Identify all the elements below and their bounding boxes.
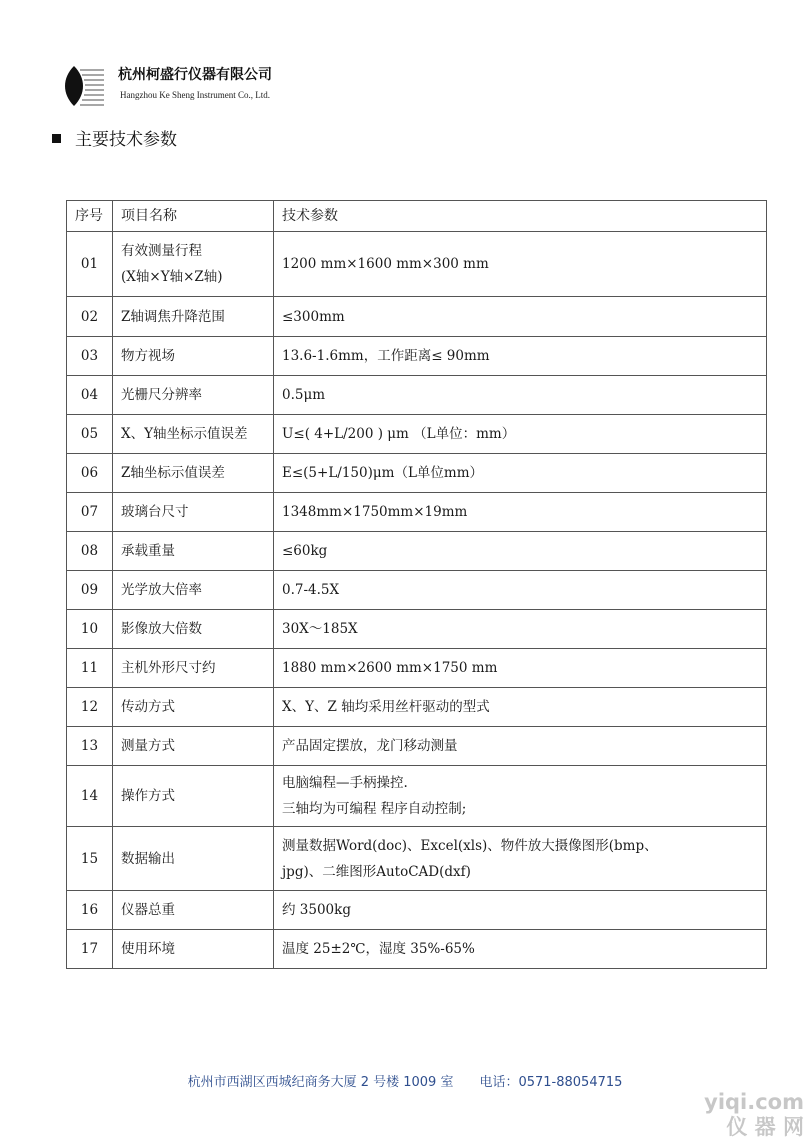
item-value-cell: [274, 571, 767, 610]
table-row: [67, 493, 767, 532]
item-name: 玻璃台尺寸: [121, 504, 189, 520]
table-row: [67, 532, 767, 571]
watermark-line2: 仪 器 网: [726, 1115, 804, 1139]
item-name: 主机外形尺寸约: [121, 660, 216, 676]
item-name-cell: [113, 827, 274, 891]
item-name: 操作方式: [121, 788, 175, 804]
item-value-cell: [274, 891, 767, 930]
section-title: [52, 125, 177, 150]
item-value-cell: [274, 337, 767, 376]
watermark: [704, 1090, 804, 1140]
square-bullet-icon: [52, 134, 61, 143]
item-name: 承载重量: [121, 543, 175, 559]
table-row: [67, 727, 767, 766]
section-title-text: 主要技术参数: [75, 130, 177, 150]
row-number: 07: [67, 493, 113, 532]
item-name-cell: [113, 571, 274, 610]
item-name-cell: [113, 454, 274, 493]
item-value: 电脑编程—手柄操控.: [282, 775, 408, 791]
item-value: 产品固定摆放，龙门移动测量: [282, 738, 458, 754]
item-value: ≤300mm: [282, 308, 345, 325]
row-number: 11: [67, 649, 113, 688]
item-name-cell: [113, 376, 274, 415]
item-value: 1880 mm×2600 mm×1750 mm: [282, 660, 498, 676]
item-value-cell: [274, 766, 767, 827]
header-value: 技术参数: [274, 201, 767, 232]
table-row: [67, 454, 767, 493]
row-number: 06: [67, 454, 113, 493]
footer-address: 杭州市西湖区西城纪商务大厦 2 号楼 1009 室: [187, 1075, 454, 1090]
item-name: 仪器总重: [121, 902, 175, 918]
item-name-cell: [113, 891, 274, 930]
table-row: [67, 688, 767, 727]
item-value: ≤60kg: [282, 543, 328, 559]
table-row: [67, 610, 767, 649]
item-value: 0.5μm: [282, 387, 326, 403]
table-row: [67, 232, 767, 297]
item-name: 影像放大倍数: [121, 621, 202, 637]
row-number: 04: [67, 376, 113, 415]
header-no: 序号: [67, 201, 113, 232]
item-value-cell: [274, 376, 767, 415]
row-number: 05: [67, 415, 113, 454]
item-value-cell: [274, 610, 767, 649]
item-name: 光学放大倍率: [121, 582, 202, 598]
row-number: 10: [67, 610, 113, 649]
item-value-cell: [274, 493, 767, 532]
table-body: [67, 232, 767, 969]
row-number: 12: [67, 688, 113, 727]
item-name-cell: [113, 337, 274, 376]
item-name: (X轴×Y轴×Z轴): [121, 269, 223, 285]
item-value-cell: [274, 415, 767, 454]
item-value: 13.6-1.6mm，工作距离≤ 90mm: [282, 348, 490, 364]
row-number: 14: [67, 766, 113, 827]
company-name-cn: 杭州柯盛行仪器有限公司: [118, 67, 272, 83]
table-row: [67, 297, 767, 337]
item-value: 约 3500kg: [282, 902, 351, 918]
item-value-cell: [274, 649, 767, 688]
footer-phone: 电话：0571-88054715: [479, 1075, 623, 1090]
row-number: 03: [67, 337, 113, 376]
row-number: 15: [67, 827, 113, 891]
table-header-row: [67, 201, 767, 232]
item-name: 数据输出: [121, 850, 175, 867]
item-name-cell: [113, 649, 274, 688]
item-name-cell: [113, 532, 274, 571]
row-number: 01: [67, 232, 113, 297]
item-name: Z轴调焦升降范围: [121, 308, 225, 325]
item-value-cell: [274, 827, 767, 891]
table-row: [67, 827, 767, 891]
item-value: 温度 25±2℃，湿度 35%-65%: [282, 941, 475, 957]
item-value-cell: [274, 727, 767, 766]
table-row: [67, 415, 767, 454]
item-name-cell: [113, 688, 274, 727]
item-name-cell: [113, 610, 274, 649]
item-value: 测量数据Word(doc)、Excel(xls)、物件放大摄像图形(bmp、: [282, 837, 658, 854]
table-row: [67, 649, 767, 688]
table-row: [67, 891, 767, 930]
item-value: jpg)、二维图形AutoCAD(dxf): [282, 863, 471, 880]
watermark-line1: yiqi.com: [704, 1090, 804, 1114]
row-number: 13: [67, 727, 113, 766]
item-name: X、Y轴坐标示值误差: [121, 426, 248, 442]
item-value: E≤(5+L/150)μm（L单位mm）: [282, 465, 484, 481]
item-name-cell: [113, 727, 274, 766]
item-value: U≤( 4+L/200 ) μm （L单位：mm）: [282, 426, 516, 442]
item-name: 传动方式: [121, 699, 175, 715]
row-number: 09: [67, 571, 113, 610]
item-value-cell: [274, 688, 767, 727]
item-name-cell: [113, 766, 274, 827]
table-row: [67, 337, 767, 376]
company-name-en: Hangzhou Ke Sheng Instrument Co., Ltd.: [120, 90, 270, 100]
item-name: 测量方式: [121, 738, 175, 754]
table-row: [67, 766, 767, 827]
item-value: 30X～185X: [282, 621, 358, 637]
item-name: Z轴坐标示值误差: [121, 465, 225, 481]
item-value: 1200 mm×1600 mm×300 mm: [282, 256, 489, 272]
item-value-cell: [274, 930, 767, 969]
item-name: 使用环境: [121, 941, 175, 957]
row-number: 08: [67, 532, 113, 571]
item-value-cell: [274, 232, 767, 297]
item-name: 光栅尺分辨率: [121, 387, 202, 403]
item-name: 物方视场: [121, 348, 175, 364]
table-row: [67, 571, 767, 610]
row-number: 17: [67, 930, 113, 969]
item-value: 1348mm×1750mm×19mm: [282, 504, 468, 520]
item-value: 三轴均为可编程 程序自动控制;: [282, 801, 467, 817]
item-value: X、Y、Z 轴均采用丝杆驱动的型式: [282, 699, 490, 715]
row-number: 02: [67, 297, 113, 337]
row-number: 16: [67, 891, 113, 930]
table-row: [67, 930, 767, 969]
table-row: [67, 376, 767, 415]
company-logo-icon: [60, 62, 108, 110]
item-name-cell: [113, 232, 274, 297]
item-value: 0.7-4.5X: [282, 582, 340, 598]
spec-table: [66, 200, 767, 969]
item-name-cell: [113, 415, 274, 454]
header-name: 项目名称: [113, 201, 274, 232]
item-value-cell: [274, 297, 767, 337]
item-value-cell: [274, 454, 767, 493]
item-name-cell: [113, 297, 274, 337]
item-value-cell: [274, 532, 767, 571]
item-name-cell: [113, 930, 274, 969]
footer: [0, 1071, 810, 1090]
item-name-cell: [113, 493, 274, 532]
item-name: 有效测量行程: [121, 243, 202, 259]
